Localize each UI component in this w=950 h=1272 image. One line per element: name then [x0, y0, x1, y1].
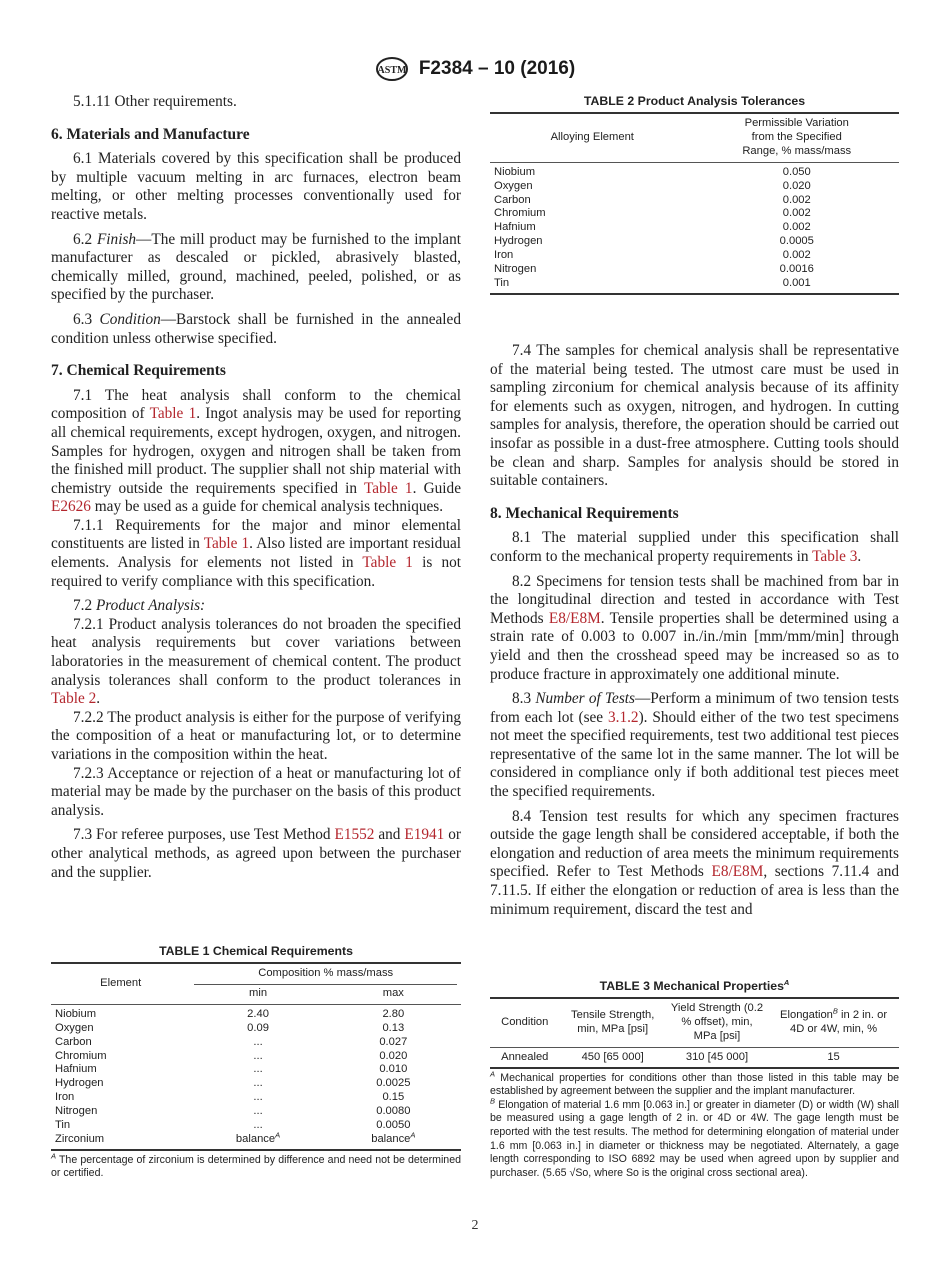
table-row: Hydrogen 0.0005 [494, 235, 814, 248]
table-row: Oxygen 0.020 [494, 179, 811, 192]
table-3-title: TABLE 3 Mechanical Properties$^A$ [599, 977, 790, 993]
col-composition: Composition % mass/mass [190, 963, 461, 987]
table-1-chemical-requirements [51, 944, 461, 1181]
page-number: 2 [471, 1218, 479, 1233]
para-6-3: 6.3 Condition—Barstock shall be furnished in the annealed condition unless otherwise specified. [51, 310, 461, 347]
para-7-3: 7.3 For referee purposes, use Test Method E1552 and E1941 or other analytical methods, as agreed upon between the purchaser and the supplier. [51, 826, 461, 881]
link-table-1[interactable]: Table 1 [362, 554, 413, 572]
para-7-2: 7.2 Product Analysis: [73, 597, 206, 615]
link-3-1-2[interactable]: 3.1.2 [607, 708, 639, 726]
link-e8-e8m[interactable]: E8/E8M [548, 609, 601, 627]
para-8-3: 8.3 Number of Tests—Perform a minimum of two tension tests from each lot (see 3.1.2). Should either of the two test specimens not meet the specified requirements, test two additional test pieces representative of the same lot in the same manner. The lot will be considered in compliance only if both additional test pieces meet the specified requirements. [490, 690, 899, 801]
link-table-2[interactable]: Table 2 [51, 690, 97, 708]
astm-logo-icon [375, 56, 409, 82]
left-column [51, 93, 461, 882]
table-3 [490, 997, 899, 1069]
table-row: Niobium 2.40 2.80 [55, 1007, 405, 1020]
heading-chemical-requirements: 7. Chemical Requirements [51, 362, 226, 380]
para-8-2: 8.2 Specimens for tension tests shall be machined from bar in the longitudinal direction and tested in accordance with Test Methods E8/E8M. Tensile properties shall be determined using a strain rate of 0.003 to 0.007 in./in./min [mm/mm/min] through yield and then the crosshead speed may be increased so as to produce fracture in approximately one additional minute. [490, 572, 899, 683]
table-row: Carbon 0.002 [494, 193, 811, 206]
page-header [0, 56, 950, 82]
link-e2626[interactable]: E2626 [51, 498, 91, 516]
link-e1552[interactable]: E1552 [334, 826, 375, 844]
table-row: Niobium 0.050 [494, 165, 811, 178]
para-7-4: 7.4 The samples for chemical analysis shall be representative of the material being tested. The utmost care must be used in sampling zirconium for chemical analysis because of its affinity for elements such as oxygen, nitrogen, and hydrogen. In cutting samples for analysis, therefore, the operation should be carried out insofar as possible in a dust-free atmosphere. Cutting tools should be clean and sharp. Samples for analysis should be stored in suitable containers. [490, 342, 899, 490]
link-table-1[interactable]: Table 1 [364, 479, 413, 497]
table-row: Nitrogen 0.0016 [494, 263, 814, 276]
right-column [490, 342, 899, 919]
table-3-mechanical-properties [490, 979, 899, 1180]
col-condition: Condition [490, 998, 560, 1047]
table-row: Hydrogen ... 0.0025 [55, 1077, 411, 1090]
table-row: Annealed 450 [65 000] 310 [45 000] 15 [490, 1047, 899, 1067]
table-1 [51, 962, 461, 1151]
table-3-footnote-b: $^B$ Elongation of material 1.6 mm [0.063 in.] or greater in diameter (D) or width (W) shall be measured using a gage length of 2 in. or 4D or 4W. The gage length must be reported with the test results. The method for determining elongation of material under 1.6 mm [0.063 in.] in diameter or thickness may be negotiated. Alternately, a gage length corresponding to ISO 6892 may be used when agreed upon by supplier and purchaser. (5.65 √So, where So is the original cross sectional area). [490, 1096, 899, 1179]
para-7-1: 7.1 The heat analysis shall conform to the chemical composition of Table 1. Ingot analysis may be used for reporting all chemical requirements, except hydrogen, oxygen, and nitrogen. Samples for hydrogen, oxygen and nitrogen shall be taken from the finished mill product. The supplier shall not ship material with chemistry outside the requirements specified in Table 1. Guide E2626 may be used as a guide for chemical analysis techniques. [51, 386, 461, 516]
col-yield-strength: Yield Strength (0.2 % offset), min, MPa [psi] [666, 998, 768, 1047]
table-2-product-analysis-tolerances [490, 94, 899, 295]
link-table-1[interactable]: Table 1 [203, 535, 250, 553]
link-e1941[interactable]: E1941 [404, 826, 445, 844]
table-row: Hafnium ... 0.010 [55, 1063, 408, 1076]
col-elongation: Elongation$^B$ in 2 in. or 4D or 4W, min, % [768, 998, 899, 1047]
para-6-2: 6.2 Finish—The mill product may be furnished to the implant manufacturer as descaled or pickled, abrasively blasted, chemically milled, ground, machined, peeled, polished, or as specified by the purchaser. [51, 230, 461, 304]
table-row: Tin ... 0.0050 [55, 1119, 411, 1132]
table-1-footnote: $^A$ The percentage of zirconium is determined by difference and need not be determined or certified. [51, 1151, 461, 1180]
para-8-4: 8.4 Tension test results for which any specimen fractures outside the gage length shall be considered acceptable, if both the elongation and reduction of area meets the minimum requirements specified. Refer to Test Methods E8/E8M, sections 7.11.4 and 7.11.5. If either the elongation or reduction of area is less than the minimum requirement, discard the test and [490, 807, 899, 918]
para-7-2-2: 7.2.2 The product analysis is either for the purpose of verifying the composition of a heat or manufacturing lot, or to determine variations in the composition within the heat. [51, 708, 461, 763]
col-min: min [190, 987, 325, 1004]
document-id: F2384 – 10 (2016) [418, 58, 576, 79]
link-e8-e8m[interactable]: E8/E8M [711, 863, 764, 881]
table-2 [490, 112, 899, 295]
table-row: Tin 0.001 [490, 277, 899, 294]
heading-mechanical-requirements: 8. Mechanical Requirements [490, 504, 679, 522]
col-permissible-variation: Permissible Variation from the Specified Range, % mass/mass [695, 113, 900, 162]
table-row: Zirconium balance$^A$ balance$^A$ [51, 1133, 461, 1150]
col-element: Element [51, 963, 190, 1004]
table-row: Chromium ... 0.020 [55, 1049, 408, 1062]
svg-text:ASTM: ASTM [377, 65, 407, 76]
section-5-1-11: 5.1.11 Other requirements. [73, 93, 237, 110]
para-7-2-1: 7.2.1 Product analysis tolerances do not broaden the specified heat analysis requirements but cover variations between laboratories in the measurement of chemical content. The product analysis tolerances shall conform to the product tolerances in Table 2. [51, 615, 461, 708]
table-row: Hafnium 0.002 [494, 221, 811, 234]
para-6-1: 6.1 Materials covered by this specification shall be produced by multiple vacuum melting in arc furnaces, electron beam melting, or other melting processes conventionally used for reactive metals. [51, 150, 461, 223]
link-table-3[interactable]: Table 3 [812, 547, 858, 565]
table-row: Carbon ... 0.027 [55, 1035, 408, 1048]
col-max: max [326, 987, 461, 1004]
table-row: Iron 0.002 [494, 249, 811, 262]
table-3-footnote-a: $^A$ Mechanical properties for conditions other than those listed in this table may be established by agreement between the supplier and the implant manufacturer. [490, 1069, 899, 1098]
table-1-title: TABLE 1 Chemical Requirements [159, 944, 353, 958]
para-8-1: 8.1 The material supplied under this specification shall conform to the mechanical property requirements in Table 3. [490, 529, 899, 565]
col-tensile-strength: Tensile Strength, min, MPa [psi] [560, 998, 666, 1047]
para-7-1-1: 7.1.1 Requirements for the major and minor elemental constituents are listed in Table 1. Also listed are important residual elements. Analysis for elements not listed in Table 1 is not required to verify compliance with this specification. [51, 516, 462, 590]
table-2-title: TABLE 2 Product Analysis Tolerances [583, 94, 806, 108]
table-row: Oxygen 0.09 0.13 [55, 1021, 405, 1034]
table-row: Iron ... 0.15 [55, 1091, 405, 1104]
heading-materials-and-manufacture: 6. Materials and Manufacture [51, 125, 250, 143]
para-7-2-3: 7.2.3 Acceptance or rejection of a heat or manufacturing lot of material may be made by the purchaser on the basis of this product analysis. [51, 764, 461, 819]
table-row: Nitrogen ... 0.0080 [55, 1105, 411, 1118]
link-table-1[interactable]: Table 1 [149, 405, 197, 423]
table-row: Chromium 0.002 [494, 207, 811, 220]
col-alloying-element: Alloying Element [490, 113, 695, 162]
